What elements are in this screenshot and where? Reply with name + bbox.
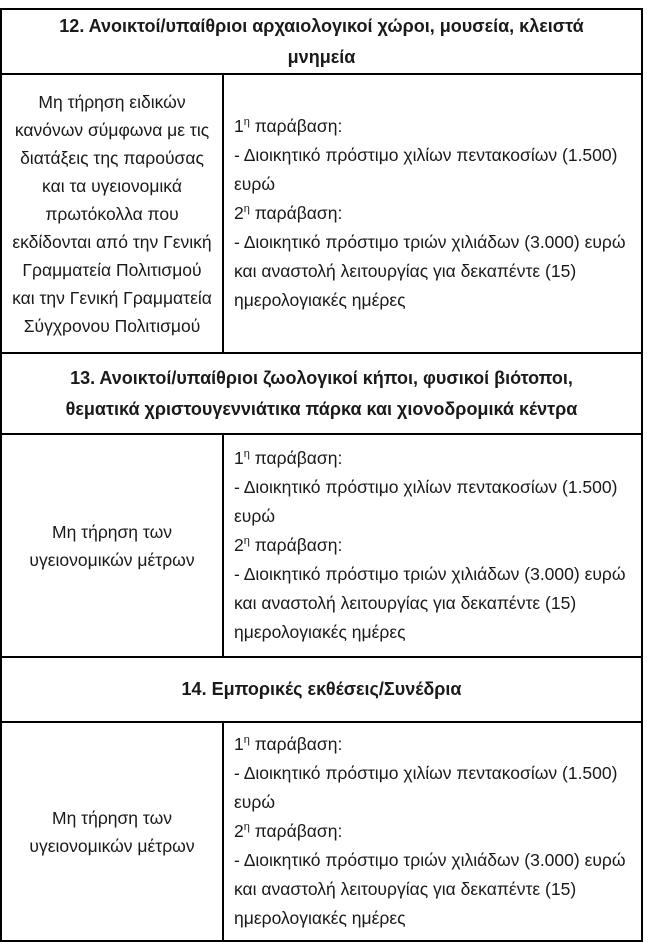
section-12-violation-text: Μη τήρηση ειδικών κανόνων σύμφωνα με τις διατάξεις της παρούσας και τα υγειονομικά πρωτόκολλα που εκδίδονται από την Γενική Γραμματεία Πολιτισμού και την Γενική Γραμματεία Σύγχρονου Πολιτισμού bbox=[12, 91, 212, 336]
section-12-violation-cell bbox=[2, 75, 224, 352]
section-13-penalty-2-description: - Διοικητικό πρόστιμο τριών χιλιάδων (3.000) ευρώ και αναστολή λειτουργίας για δεκαπέντε (15) ημερολογιακές ημέρες bbox=[234, 564, 626, 642]
section-14-penalty-1-description: - Διοικητικό πρόστιμο χιλίων πεντακοσίων (1.500) ευρώ bbox=[234, 763, 618, 812]
section-14-penalty-cell bbox=[224, 723, 641, 940]
section-13-violation-cell bbox=[2, 435, 224, 656]
section-14-violation-cell bbox=[2, 723, 224, 940]
document-page bbox=[0, 8, 650, 942]
section-13-violation-text: Μη τήρηση των υγειονομικών μέτρων bbox=[29, 521, 195, 570]
section-14-header-text: 14. Εμπορικές εκθέσεις/Συνέδρια bbox=[181, 679, 462, 699]
section-12-header bbox=[2, 10, 641, 75]
section-12-penalty-1-label: $1^\eta$ παράβαση: bbox=[234, 116, 343, 136]
section-12-penalty-2-label: $2^\eta$ παράβαση: bbox=[234, 203, 343, 223]
section-13-row bbox=[2, 435, 641, 658]
section-12-header-text: 12. Ανοικτοί/υπαίθριοι αρχαιολογικοί χώροι, μουσεία, κλειστά μνημεία bbox=[59, 15, 584, 67]
section-12-penalty-1-description: - Διοικητικό πρόστιμο χιλίων πεντακοσίων (1.500) ευρώ bbox=[234, 145, 618, 194]
section-14-row bbox=[2, 723, 641, 940]
section-13-header-text: 13. Ανοικτοί/υπαίθριοι ζωολογικοί κήποι, φυσικοί βιότοποι, θεματικά χριστουγεννιάτικα πάρκα και χιονοδρομικά κέντρα bbox=[65, 367, 578, 419]
section-14-header bbox=[2, 658, 641, 723]
section-13-header bbox=[2, 354, 641, 435]
section-13-penalty-1-label: $1^\eta$ παράβαση: bbox=[234, 448, 343, 468]
section-14-penalty-2-label: $2^\eta$ παράβαση: bbox=[234, 821, 343, 841]
section-12-penalty-cell bbox=[224, 75, 641, 352]
section-13-penalty-cell bbox=[224, 435, 641, 656]
section-12-penalty-2-description: - Διοικητικό πρόστιμο τριών χιλιάδων (3.000) ευρώ και αναστολή λειτουργίας για δεκαπέντε (15) ημερολογιακές ημέρες bbox=[234, 232, 626, 310]
fines-table bbox=[0, 8, 643, 942]
section-14-violation-text: Μη τήρηση των υγειονομικών μέτρων bbox=[29, 807, 195, 856]
section-14-penalty-2-description: - Διοικητικό πρόστιμο τριών χιλιάδων (3.000) ευρώ και αναστολή λειτουργίας για δεκαπέντε (15) ημερολογιακές ημέρες bbox=[234, 850, 626, 928]
section-14-penalty-1-label: $1^\eta$ παράβαση: bbox=[234, 734, 343, 754]
section-12-row bbox=[2, 75, 641, 354]
section-13-penalty-1-description: - Διοικητικό πρόστιμο χιλίων πεντακοσίων (1.500) ευρώ bbox=[234, 477, 618, 526]
section-13-penalty-2-label: $2^\eta$ παράβαση: bbox=[234, 535, 343, 555]
